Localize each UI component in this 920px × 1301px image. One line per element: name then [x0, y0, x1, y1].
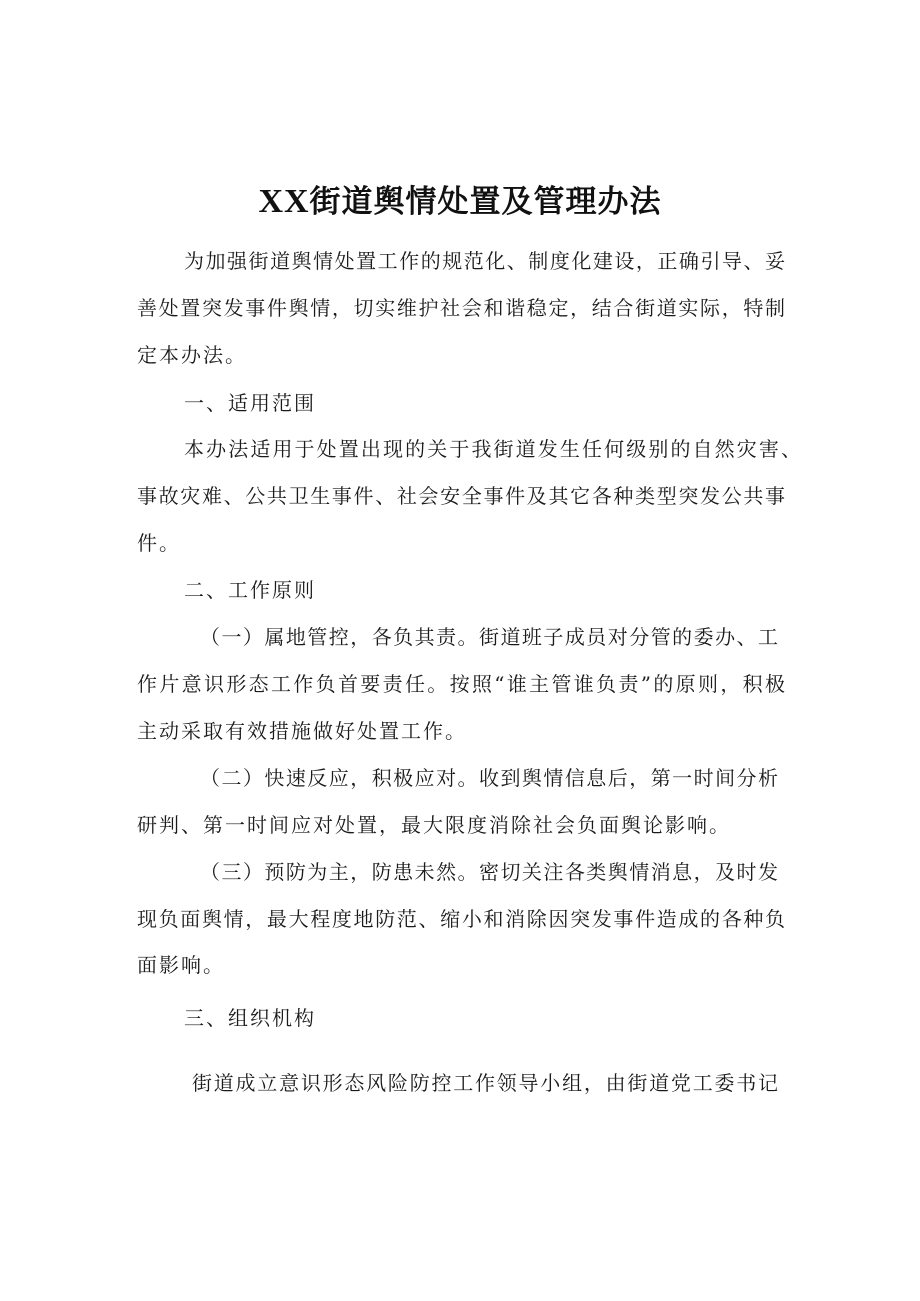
section-heading: 三、组织机构 — [184, 1006, 316, 1030]
paragraph-line: 研判、第一时间应对处置，最大限度消除社会负面舆论影响。 — [137, 813, 731, 837]
paragraph-line: 本办法适用于处置出现的关于我街道发生任何级别的自然灾害、 — [184, 437, 801, 461]
paragraph-line: 定本办法。 — [137, 343, 247, 367]
paragraph-line: 为加强街道舆情处置工作的规范化、制度化建设，正确引导、妥 — [184, 249, 785, 273]
section-heading: 一、适用范围 — [184, 391, 316, 415]
paragraph-line: 现负面舆情，最大程度地防范、缩小和消除因突发事件造成的各种负 — [137, 907, 785, 931]
paragraph-line: 事故灾难、公共卫生事件、社会安全事件及其它各种类型突发公共事 — [137, 484, 785, 508]
section-heading: 二、工作原则 — [184, 578, 316, 602]
paragraph-line: （三）预防为主，防患未然。密切关注各类舆情消息，及时发 — [200, 860, 778, 884]
paragraph-line: 作片意识形态工作负首要责任。按照“谁主管谁负责”的原则，积极 — [137, 672, 785, 696]
paragraph-line: 街道成立意识形态风险防控工作领导小组，由街道党工委书记 — [192, 1071, 778, 1095]
paragraph-line: 主动采取有效措施做好处置工作。 — [137, 719, 467, 743]
paragraph-line: 面影响。 — [137, 953, 225, 977]
title-prefix: XX — [258, 183, 310, 220]
paragraph-line: 善处置突发事件舆情，切实维护社会和谐稳定，结合街道实际，特制 — [137, 296, 785, 320]
paragraph-line: （一）属地管控，各负其责。街道班子成员对分管的委办、工 — [200, 625, 778, 649]
document-title — [0, 176, 920, 221]
paragraph-line: （二）快速反应，积极应对。收到舆情信息后，第一时间分析 — [200, 766, 778, 790]
title-main: 街道舆情处置及管理办法 — [309, 184, 662, 220]
paragraph-line: 件。 — [137, 531, 181, 555]
